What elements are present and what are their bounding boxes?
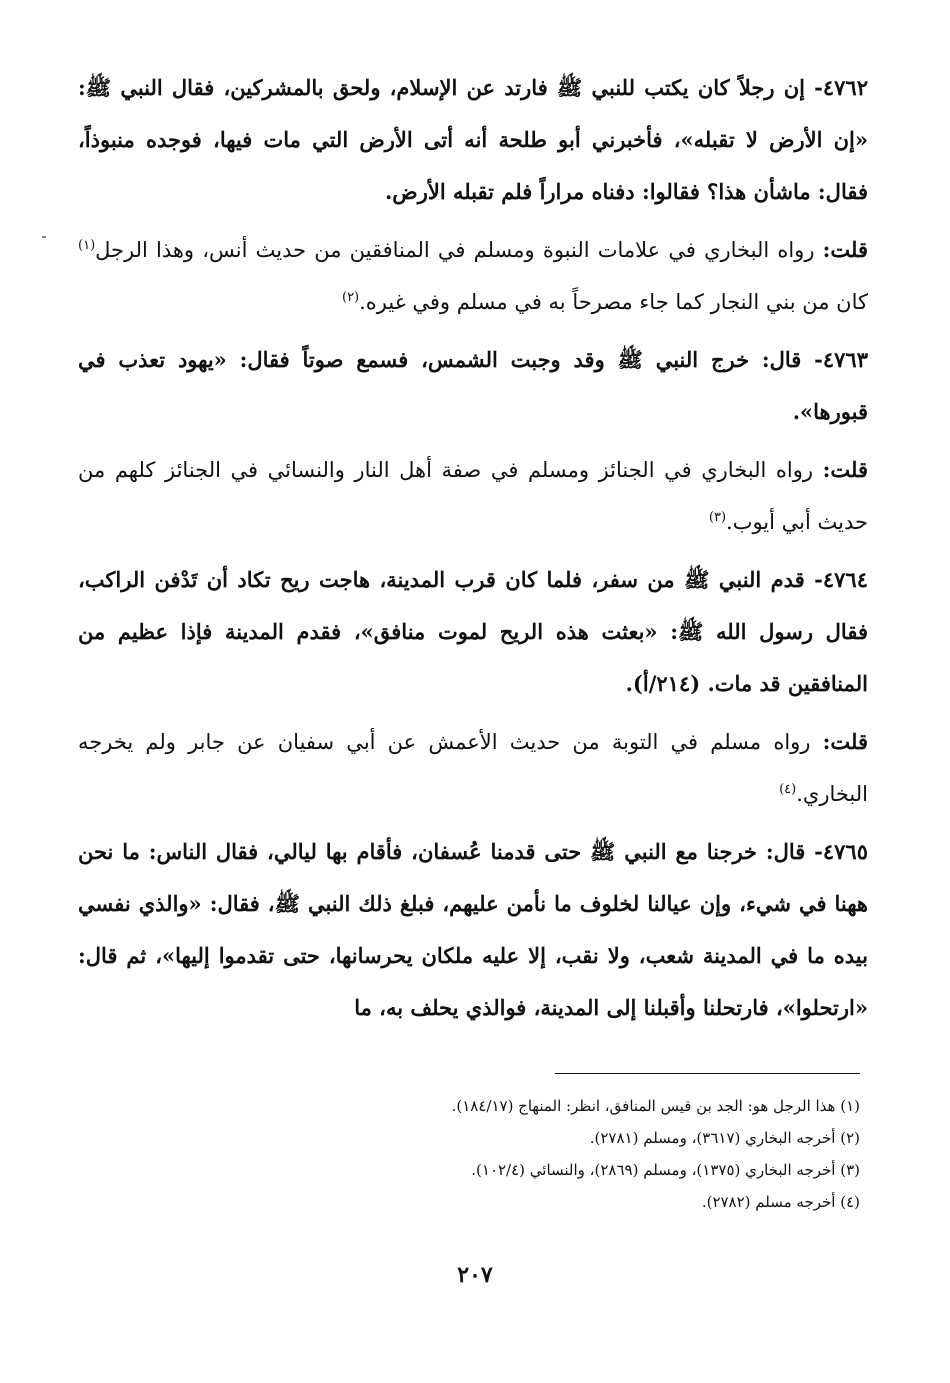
hadith-4764 — [78, 554, 868, 710]
commentary-label: قلت: — [822, 457, 868, 482]
footnote-1: (١) هذا الرجل هو: الجد بن قيس المنافق، انظر: المنهاج (١٨٤/١٧). — [451, 1097, 860, 1115]
hadith-number: ٤٧٦٣- — [814, 347, 868, 372]
commentary-text: رواه مسلم في التوبة من حديث الأعمش عن أبي سفيان عن جابر ولم يخرجه البخاري. — [78, 730, 868, 806]
hadith-number: ٤٧٦٤- — [814, 567, 868, 592]
margin-mark — [42, 236, 46, 238]
footnote-3: (٣) أخرجه البخاري (١٣٧٥)، ومسلم (٢٨٦٩)، والنسائي (١٠٢/٤). — [471, 1161, 860, 1179]
page-body — [78, 62, 868, 1040]
hadith-4765 — [78, 826, 868, 1034]
hadith-text: قال: خرج النبي ﷺ وقد وجبت الشمس، فسمع صوتاً فقال: «يهود تعذب في قبورها». — [78, 347, 868, 424]
page-number: ٢٠٧ — [457, 1262, 493, 1288]
footnote-2: (٢) أخرجه البخاري (٣٦١٧)، ومسلم (٢٧٨١). — [589, 1129, 860, 1147]
hadith-text: إن رجلاً كان يكتب للنبي ﷺ فارتد عن الإسلام، ولحق بالمشركين، فقال النبي ﷺ: «إن الأرض لا تقبله»، فأخبرني أبو طلحة أنه أتى الأرض التي مات فيها، فوجده منبوذاً، فقال: ماشأن هذا؟ فقالوا: دفناه مراراً فلم تقبله الأرض. — [78, 75, 868, 204]
commentary-text: رواه البخاري في علامات النبوة ومسلم في المنافقين من حديث أنس، وهذا الرجل — [95, 238, 823, 262]
footnotes — [300, 1090, 860, 1218]
footnote-ref-1[interactable]: (١) — [78, 238, 96, 253]
footnote-4: (٤) أخرجه مسلم (٢٧٨٢). — [701, 1193, 860, 1211]
commentary-label: قلت: — [822, 237, 868, 262]
footnote-ref-4[interactable]: (٤) — [779, 782, 797, 797]
footnote-ref-2[interactable]: (٢) — [341, 290, 360, 305]
hadith-number: ٤٧٦٢- — [814, 75, 868, 100]
hadith-4763 — [78, 334, 868, 438]
hadith-text: قدم النبي ﷺ من سفر، فلما كان قرب المدينة، هاجت ريح تكاد أن تَدْفن الراكب، فقال رسول الله ﷺ: «بعثت هذه الريح لموت منافق»، فقدم المدينة فإذا عظيم من المنافقين قد مات. (٢١٤/أ). — [78, 567, 868, 696]
commentary-label: قلت: — [822, 729, 868, 754]
footnote-ref-3[interactable]: (٣) — [708, 510, 727, 525]
hadith-number: ٤٧٦٥- — [814, 839, 868, 864]
commentary-4763 — [78, 444, 868, 548]
commentary-text: رواه البخاري في الجنائز ومسلم في صفة أهل النار والنسائي في الجنائز كلهم من حديث أبي أيوب. — [78, 458, 868, 534]
hadith-text: قال: خرجنا مع النبي ﷺ حتى قدمنا عُسفان، فأقام بها ليالي، فقال الناس: ما نحن ههنا في شيء، وإن عيالنا لخلوف ما نأمن عليهم، فبلغ ذلك النبي ﷺ، فقال: «والذي نفسي بيده ما في المدينة شعب، ولا نقب، إلا عليه ملكان يحرسانها، حتى تقدموا إليها»، ثم قال: «ارتحلوا»، فارتحلنا وأقبلنا إلى المدينة، فوالذي يحلف به، ما — [78, 839, 868, 1020]
hadith-4762 — [78, 62, 868, 218]
footnote-divider — [555, 1073, 860, 1074]
commentary-4764 — [78, 716, 868, 820]
commentary-text-continued: كان من بني النجار كما جاء مصرحاً به في مسلم وفي غيره. — [359, 290, 868, 314]
commentary-4762 — [78, 224, 868, 328]
